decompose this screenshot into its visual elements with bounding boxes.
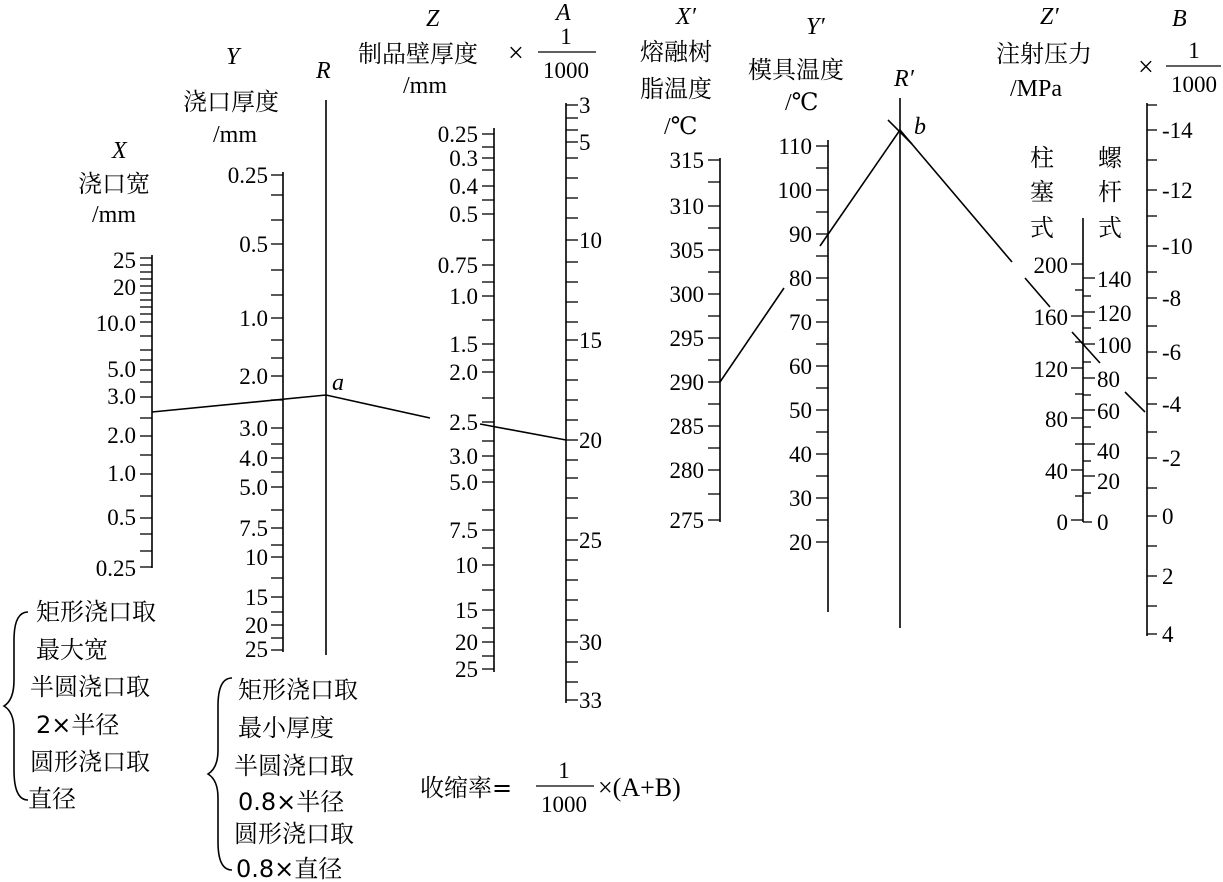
x-axis-symbol: X — [112, 138, 127, 164]
z-tick-label: 10 — [455, 553, 478, 578]
x-axis-title: 浇口宽 — [78, 170, 150, 198]
y-tick-label: 25 — [245, 637, 268, 662]
z-tick-label: 0.3 — [449, 146, 478, 171]
x-prime-axis-title-line2: 脂温度 — [640, 75, 712, 103]
y-tick-label: 4.0 — [239, 446, 268, 471]
axis-b — [1138, 6, 1221, 647]
z-tick-label: 0.5 — [449, 202, 478, 227]
b-tick-label: 2 — [1162, 564, 1174, 589]
x-prime-tick-label: 290 — [669, 370, 704, 395]
a-fraction-denominator: 1000 — [543, 58, 589, 83]
z-prime-axis-title: 注射压力 — [996, 40, 1092, 68]
b-tick-label: -4 — [1162, 392, 1182, 417]
z-tick-label: 0.75 — [437, 253, 478, 278]
left-note-line: 矩形浇口取 — [36, 598, 156, 626]
axis-y — [183, 44, 283, 662]
isopleth-a-to-z-a — [480, 424, 566, 440]
isopleth-z-prime-seg2 — [1072, 332, 1100, 363]
x-tick-label: 0.25 — [95, 556, 136, 581]
a-tick-label: 33 — [579, 688, 602, 713]
z-axis-unit: /mm — [403, 73, 448, 99]
y-prime-tick-label: 90 — [789, 222, 812, 247]
axis-a — [538, 0, 602, 713]
y-tick-label: 0.5 — [239, 232, 268, 257]
r-axis-symbol: R — [316, 58, 331, 84]
y-prime-tick-label: 80 — [789, 266, 812, 291]
plunger-label-char: 塞 — [1030, 178, 1054, 206]
left-note-line: 2×半径 — [36, 711, 120, 739]
isopleth-x-prime-upper — [820, 130, 900, 246]
y-prime-tick-label: 30 — [789, 486, 812, 511]
x-tick-label: 2.0 — [107, 423, 136, 448]
y-tick-label: 10 — [245, 545, 268, 570]
z-tick-label: 2.0 — [449, 360, 478, 385]
b-fraction-numerator: 1 — [1188, 38, 1200, 63]
y-prime-tick-label: 70 — [789, 310, 812, 335]
x-axis-unit: /mm — [92, 202, 137, 228]
middle-note-line: 矩形浇口取 — [238, 676, 358, 704]
isopleth-z-prime-seg1 — [1025, 278, 1050, 307]
y-tick-label: 5.0 — [239, 475, 268, 500]
y-tick-label: 15 — [245, 585, 268, 610]
a-tick-label: 30 — [579, 630, 602, 655]
plunger-tick-label: 200 — [1033, 253, 1068, 278]
b-tick-label: 0 — [1162, 504, 1174, 529]
left-note-line: 最大宽 — [36, 636, 108, 664]
formula-fraction-numerator: 1 — [558, 758, 570, 783]
middle-note-line: 0.8×半径 — [238, 788, 345, 816]
y-prime-axis-symbol: Y′ — [806, 14, 825, 40]
middle-note-brace — [208, 678, 232, 870]
x-prime-tick-label: 280 — [669, 458, 704, 483]
axis-z-prime — [996, 4, 1132, 535]
y-tick-label: 7.5 — [239, 516, 268, 541]
x-prime-axis-symbol: X′ — [676, 4, 696, 30]
y-prime-tick-label: 100 — [777, 178, 812, 203]
b-fraction-denominator: 1000 — [1171, 72, 1217, 97]
z-prime-axis-unit: /MPa — [1010, 76, 1063, 102]
y-tick-label: 0.25 — [227, 163, 268, 188]
y-tick-label: 2.0 — [239, 364, 268, 389]
y-prime-tick-label: 60 — [789, 354, 812, 379]
z-tick-label: 7.5 — [449, 518, 478, 543]
middle-note-line: 半圆浇口取 — [234, 752, 354, 780]
left-note-brace — [4, 612, 28, 800]
y-prime-axis-unit: /℃ — [785, 90, 819, 116]
x-tick-label: 20 — [113, 275, 136, 300]
x-prime-tick-label: 275 — [669, 508, 704, 533]
z-tick-label: 1.5 — [449, 332, 478, 357]
axis-r-prime — [893, 66, 926, 628]
x-prime-axis-title-line1: 熔融树 — [640, 38, 712, 66]
screw-label-char: 螺 — [1098, 144, 1122, 172]
z-tick-label: 5.0 — [449, 470, 478, 495]
z-tick-label: 2.5 — [449, 410, 478, 435]
x-tick-label: 10.0 — [95, 311, 136, 336]
b-tick-label: -10 — [1162, 234, 1193, 259]
shrinkage-formula — [420, 758, 681, 817]
plunger-tick-label: 80 — [1045, 407, 1068, 432]
x-tick-label: 1.0 — [107, 461, 136, 486]
x-tick-label: 25 — [113, 248, 136, 273]
b-axis-symbol: B — [1172, 6, 1187, 32]
screw-tick-label: 60 — [1097, 399, 1120, 424]
y-prime-tick-label: 110 — [778, 134, 812, 159]
y-tick-label: 1.0 — [239, 306, 268, 331]
plunger-label-char: 式 — [1030, 214, 1054, 242]
a-tick-label: 5 — [579, 130, 591, 155]
x-prime-tick-label: 300 — [669, 282, 704, 307]
isopleth-b-to-z-prime — [900, 130, 1012, 262]
z-tick-label: 0.4 — [449, 174, 478, 199]
isopleth-z-prime-seg3 — [1125, 392, 1145, 412]
y-axis-unit: /mm — [213, 122, 258, 148]
a-tick-label: 10 — [579, 228, 602, 253]
screw-tick-label: 40 — [1097, 439, 1120, 464]
x-prime-tick-label: 295 — [669, 326, 704, 351]
screw-label-char: 杆 — [1098, 178, 1122, 206]
screw-tick-label: 0 — [1097, 510, 1109, 535]
b-axis-multiplier: × — [1138, 52, 1154, 83]
middle-note-line: 圆形浇口取 — [234, 820, 354, 848]
left-note-line: 直径 — [28, 785, 76, 813]
plunger-tick-label: 120 — [1033, 357, 1068, 382]
screw-tick-label: 20 — [1097, 469, 1120, 494]
left-note-line: 圆形浇口取 — [30, 748, 150, 776]
x-tick-label: 0.5 — [107, 505, 136, 530]
a-fraction-numerator: 1 — [560, 24, 572, 49]
middle-note-line: 0.8×直径 — [236, 855, 343, 882]
axis-y-prime — [748, 14, 844, 612]
z-tick-label: 1.0 — [449, 284, 478, 309]
point-b-label: b — [914, 114, 926, 140]
axis-x-prime — [640, 4, 720, 533]
y-prime-axis-title: 模具温度 — [748, 56, 844, 84]
plunger-tick-label: 40 — [1045, 459, 1068, 484]
z-prime-axis-symbol: Z′ — [1040, 4, 1059, 30]
screw-label-char: 式 — [1098, 214, 1122, 242]
b-tick-label: -2 — [1162, 446, 1182, 471]
y-prime-tick-label: 40 — [789, 442, 812, 467]
formula-suffix: ×(A+B) — [598, 773, 681, 802]
b-tick-label: -14 — [1162, 118, 1193, 143]
isopleth-x-y-to-a — [152, 395, 430, 418]
axis-r — [315, 58, 344, 655]
formula-fraction-denominator: 1000 — [541, 792, 587, 817]
x-prime-tick-label: 285 — [669, 414, 704, 439]
y-tick-label: 3.0 — [239, 416, 268, 441]
b-tick-label: -8 — [1162, 286, 1182, 311]
plunger-tick-label: 0 — [1056, 510, 1068, 535]
z-tick-label: 25 — [455, 657, 478, 682]
axis-z — [358, 6, 524, 682]
left-note-line: 半圆浇口取 — [30, 673, 150, 701]
x-tick-label: 3.0 — [107, 384, 136, 409]
plunger-label-char: 柱 — [1030, 144, 1054, 172]
a-tick-label: 25 — [579, 528, 602, 553]
b-tick-label: 4 — [1162, 622, 1174, 647]
a-axis-symbol: A — [556, 0, 571, 26]
y-axis-symbol: Y — [226, 44, 240, 70]
screw-tick-label: 140 — [1097, 267, 1132, 292]
y-prime-tick-label: 20 — [789, 530, 812, 555]
formula-prefix: 收缩率= — [420, 774, 513, 802]
a-tick-label: 20 — [579, 428, 602, 453]
x-prime-tick-label: 305 — [669, 238, 704, 263]
b-tick-label: -12 — [1162, 178, 1193, 203]
middle-notes — [234, 676, 358, 882]
b-tick-label: -6 — [1162, 340, 1182, 365]
screw-tick-label: 100 — [1097, 333, 1132, 358]
z-axis-multiplier: × — [508, 38, 524, 69]
y-tick-label: 20 — [245, 613, 268, 638]
middle-note-line: 最小厚度 — [238, 714, 334, 742]
screw-tick-label: 120 — [1097, 301, 1132, 326]
point-a-label: a — [332, 370, 344, 396]
x-prime-axis-unit: /℃ — [664, 114, 698, 140]
isopleth-x-prime-lower — [720, 288, 784, 382]
x-prime-tick-label: 315 — [669, 148, 704, 173]
z-tick-label: 0.25 — [437, 122, 478, 147]
a-tick-label: 15 — [579, 328, 602, 353]
axis-x — [78, 138, 152, 581]
z-axis-title: 制品壁厚度 — [358, 40, 478, 68]
plunger-tick-label: 160 — [1033, 305, 1068, 330]
a-tick-label: 3 — [579, 93, 591, 118]
z-axis-symbol: Z — [426, 6, 440, 32]
x-prime-tick-label: 310 — [669, 194, 704, 219]
left-notes — [28, 598, 156, 813]
y-axis-title: 浇口厚度 — [183, 88, 279, 116]
r-prime-axis-symbol: R′ — [894, 66, 914, 92]
x-tick-label: 5.0 — [107, 357, 136, 382]
screw-tick-label: 80 — [1097, 367, 1120, 392]
y-prime-tick-label: 50 — [789, 398, 812, 423]
z-tick-label: 3.0 — [449, 444, 478, 469]
example-path — [152, 120, 1145, 440]
z-tick-label: 20 — [455, 630, 478, 655]
z-tick-label: 15 — [455, 598, 478, 623]
